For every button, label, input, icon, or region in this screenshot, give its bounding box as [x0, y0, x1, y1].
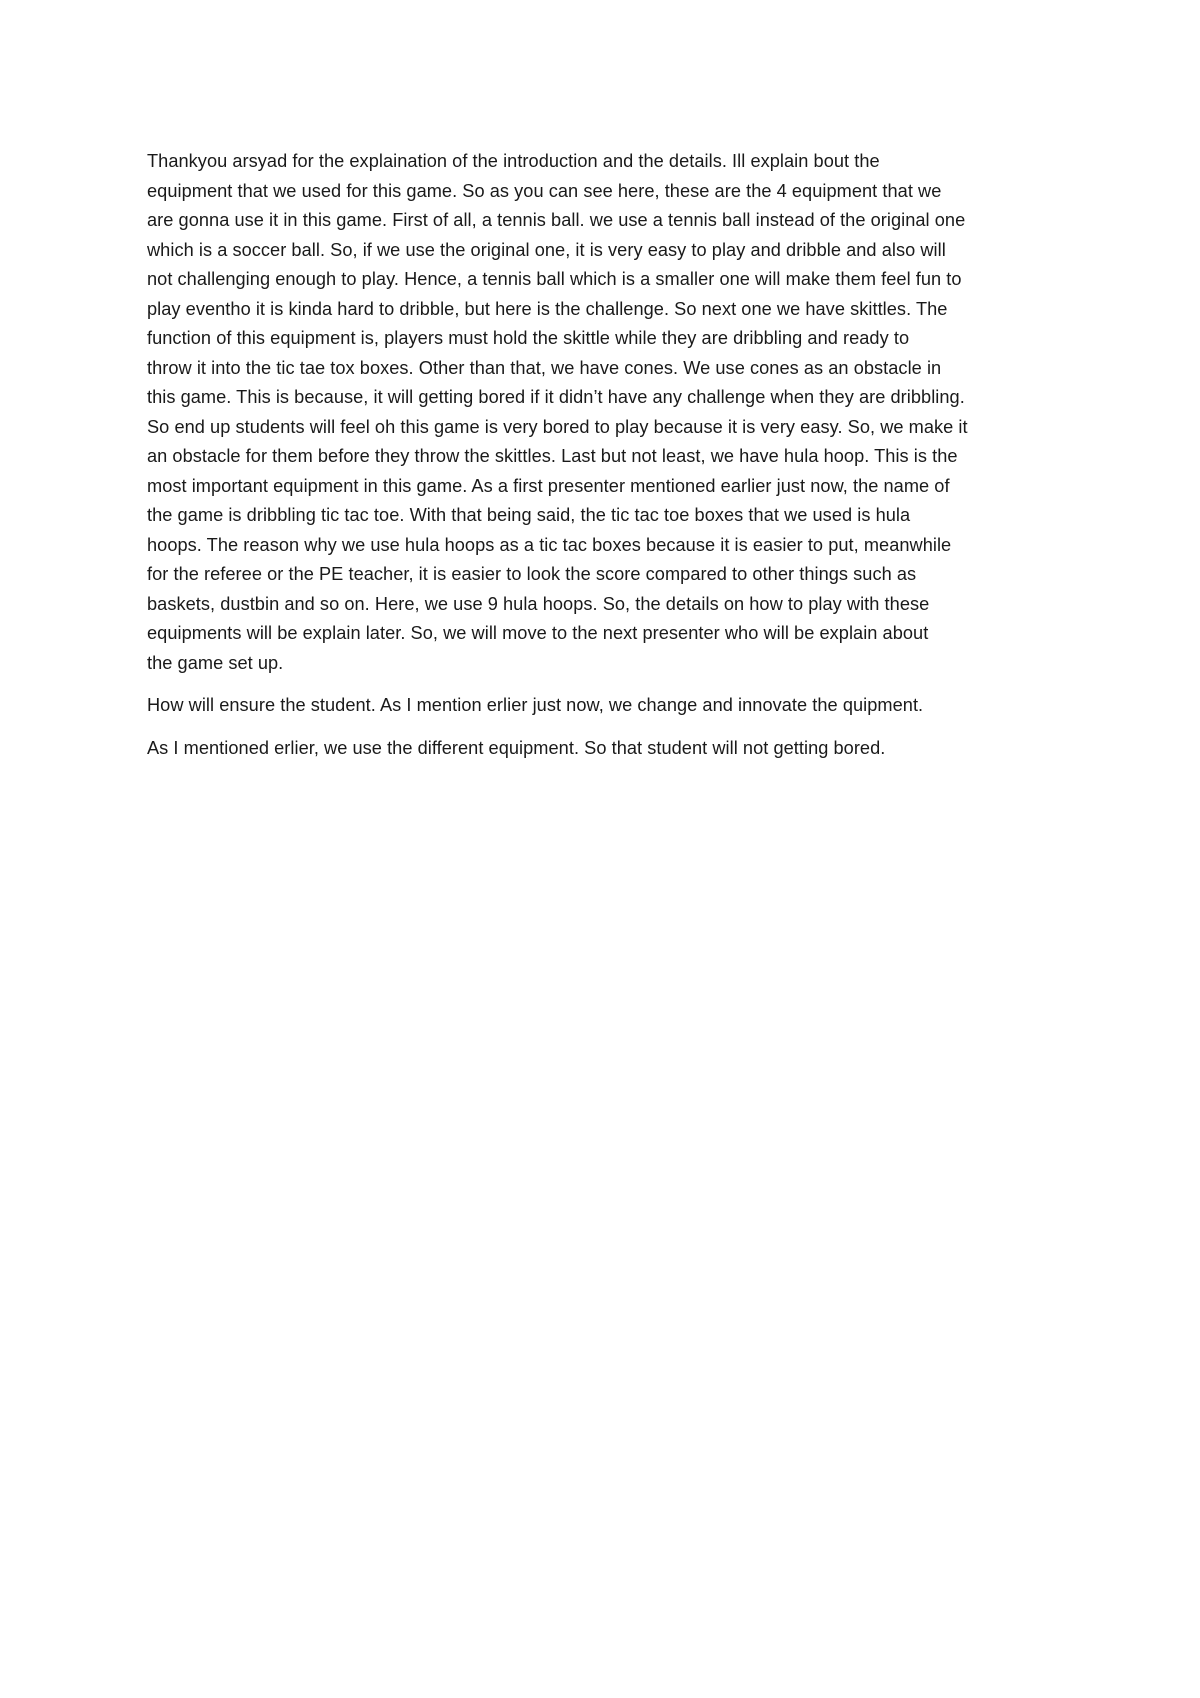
text-line: most important equipment in this game. As a first presenter mentioned earlier just now, the name of: [147, 475, 950, 496]
text-line: function of this equipment is, players must hold the skittle while they are dribbling and ready to: [147, 328, 910, 348]
paragraph-ensure-student: [147, 691, 1067, 721]
text-line: So end up students will feel oh this game is very bored to play because it is very easy. So, we make it: [147, 416, 968, 437]
text-line: hoops. The reason why we use hula hoops as a tic tac boxes because it is easier to put, meanwhile: [147, 534, 952, 555]
text-line: the game is dribbling tic tac toe. With that being said, the tic tac toe boxes that we used is hula: [147, 505, 911, 525]
text-line: for the referee or the PE teacher, it is easier to look the score compared to other things such as: [147, 564, 917, 584]
text-line: are gonna use it in this game. First of all, a tennis ball. we use a tennis ball instead of the original one: [147, 210, 966, 230]
text-line: this game. This is because, it will getting bored if it didn’t have any challenge when they are dribbling.: [147, 387, 965, 407]
text-line: play eventho it is kinda hard to dribble, but here is the challenge. So next one we have skittles. The: [147, 298, 948, 319]
paragraph-different-equipment: [147, 734, 1067, 764]
text-line: throw it into the tic tae tox boxes. Other than that, we have cones. We use cones as an obstacle in: [147, 357, 942, 378]
text-line: How will ensure the student. As I mention erlier just now, we change and innovate the quipment.: [147, 695, 924, 715]
text-line: not challenging enough to play. Hence, a tennis ball which is a smaller one will make them feel fun to: [147, 269, 962, 289]
text-line: the game set up.: [147, 652, 284, 673]
text-line: As I mentioned erlier, we use the different equipment. So that student will not getting bored.: [147, 737, 886, 758]
text-line: equipments will be explain later. So, we will move to the next presenter who will be explain about: [147, 623, 929, 643]
text-line: which is a soccer ball. So, if we use the original one, it is very easy to play and dribble and also will: [147, 239, 946, 260]
document-body: [147, 147, 1067, 776]
paragraph-equipment: [147, 147, 1067, 678]
text-line: baskets, dustbin and so on. Here, we use 9 hula hoops. So, the details on how to play with these: [147, 593, 930, 614]
text-line: an obstacle for them before they throw the skittles. Last but not least, we have hula hoop. This is the: [147, 446, 958, 466]
text-line: Thankyou arsyad for the explaination of the introduction and the details. Ill explain bout the: [147, 151, 880, 171]
text-line: equipment that we used for this game. So as you can see here, these are the 4 equipment that we: [147, 180, 942, 201]
